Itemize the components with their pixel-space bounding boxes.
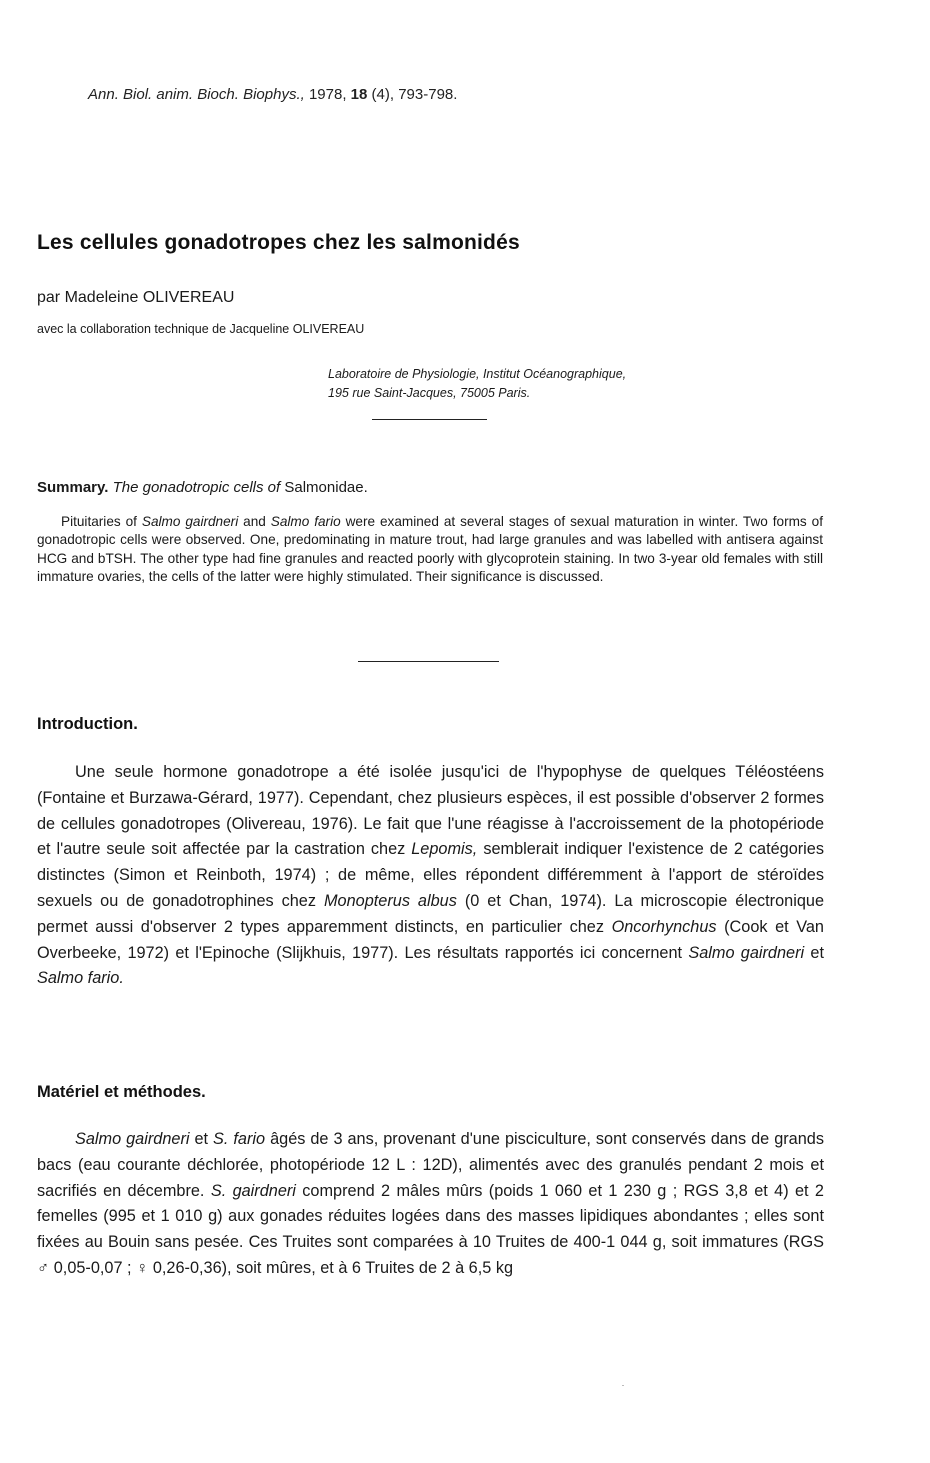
journal-name: Ann. Biol. anim. Bioch. Biophys., <box>88 86 305 103</box>
methods-paragraph <box>37 1127 824 1282</box>
species-name: Salmo gairdneri <box>75 1130 190 1148</box>
introduction-paragraph <box>37 760 824 992</box>
introduction-heading: Introduction. <box>37 715 138 733</box>
summary-paragraph <box>37 513 823 587</box>
collaboration-line: avec la collaboration technique de Jacqueline OLIVEREAU <box>37 322 365 336</box>
text-run: (0 et Chan, 1974). La microscopie électronique permet aussi d'observer 2 types apparemment distincts, en particulier chez <box>37 891 824 936</box>
methods-text <box>37 1127 824 1282</box>
text-run: comprend 2 mâles mûrs (poids 1 060 et 1 230 g ; RGS 3,8 et 4) et 2 femelles (995 et 1 010 g) aux gonades réduites logées dans des masses lipidiques abondantes ; elles sont fixées au Bouin sans pesée. Ces Truites sont comparées à 10 Truites de 400-1 044 g, soit immatures (RGS ♂ 0,05-0,07 ; ♀ 0,26-0,36), soit mûres, et à 6 Truites de 2 à 6,5 kg <box>37 1181 824 1277</box>
species-name: S. fario <box>213 1130 266 1148</box>
summary-taxon: Salmonidae. <box>284 479 368 496</box>
scan-speck <box>622 1385 624 1386</box>
author-line: par Madeleine OLIVEREAU <box>37 289 235 306</box>
citation-pages: (4), 793-798. <box>371 86 458 103</box>
summary-text-run: and <box>243 514 266 529</box>
text-run: Une seule hormone gonadotrope a été isolée jusqu'ici de l'hypophyse de quelques Téléostéens (Fontaine et Burzawa-Gérard, 1977). Cependant, chez plusieurs espèces, il est possible d'observer 2 formes de cellules gonadotropes (Olivereau, 1976). Le fait que l'une réagisse à l'accroissement de la photopériode et l'autre seule soit affectée par la castration chez <box>37 763 824 859</box>
citation-volume: 18 <box>350 86 368 103</box>
summary-title: The gonadotropic cells of <box>112 479 281 496</box>
species-name: Salmo gairdneri <box>688 943 805 962</box>
text-run: et <box>194 1130 209 1148</box>
text-run: (Cook et Van Overbeeke, 1972) et l'Epinoche (Slijkhuis, 1977). Les résultats rapportés ici concernent <box>37 917 824 962</box>
summary-heading <box>37 479 368 496</box>
journal-citation <box>88 86 457 103</box>
separator-rule <box>372 419 487 420</box>
text-run: semblerait indiquer l'existence de 2 catégories distinctes (Simon et Reinboth, 1974) ; de même, elles répondent différemment à l'apport de stéroïdes sexuels ou de gonadotrophines chez <box>37 840 824 910</box>
methods-heading: Matériel et méthodes. <box>37 1083 206 1101</box>
species-name: Salmo gairdneri <box>141 514 239 529</box>
genus-name: Lepomis, <box>411 840 478 859</box>
species-name: Monopterus albus <box>323 891 457 910</box>
summary-text <box>37 513 823 587</box>
affiliation <box>328 365 626 403</box>
introduction-text <box>37 760 824 992</box>
affiliation-line-2: 195 rue Saint-Jacques, 75005 Paris. <box>328 386 531 400</box>
text-run: âgés de 3 ans, provenant d'une pisciculture, sont conservés dans de grands bacs (eau courante déchlorée, photopériode 12 L : 12D), alimentés avec des granulés pendant 2 mois et sacrifiés en décembre. <box>37 1130 824 1200</box>
species-name: Salmo fario. <box>37 969 124 988</box>
citation-year: 1978, <box>308 86 347 103</box>
summary-label: Summary. <box>37 479 109 496</box>
article-title: Les cellules gonadotropes chez les salmonidés <box>37 231 520 254</box>
summary-text-run: Pituitaries of <box>61 514 137 529</box>
affiliation-line-1: Laboratoire de Physiologie, Institut Océanographique, <box>328 367 627 381</box>
text-run: et <box>810 943 824 962</box>
species-name: S. gairdneri <box>210 1181 296 1200</box>
separator-rule <box>358 661 499 662</box>
summary-text-run: were examined at several stages of sexual maturation in winter. Two forms of gonadotropic cells were observed. One, predominating in mature trout, had large granules and was labelled with antisera against HCG and bTSH. The other type had fine granules and reacted poorly with glycoprotein staining. In two 3-year old females with still immature ovaries, the cells of the latter were highly stimulated. Their significance is discussed. <box>37 514 823 585</box>
genus-name: Oncorhynchus <box>611 917 717 936</box>
species-name: Salmo fario <box>270 514 341 529</box>
